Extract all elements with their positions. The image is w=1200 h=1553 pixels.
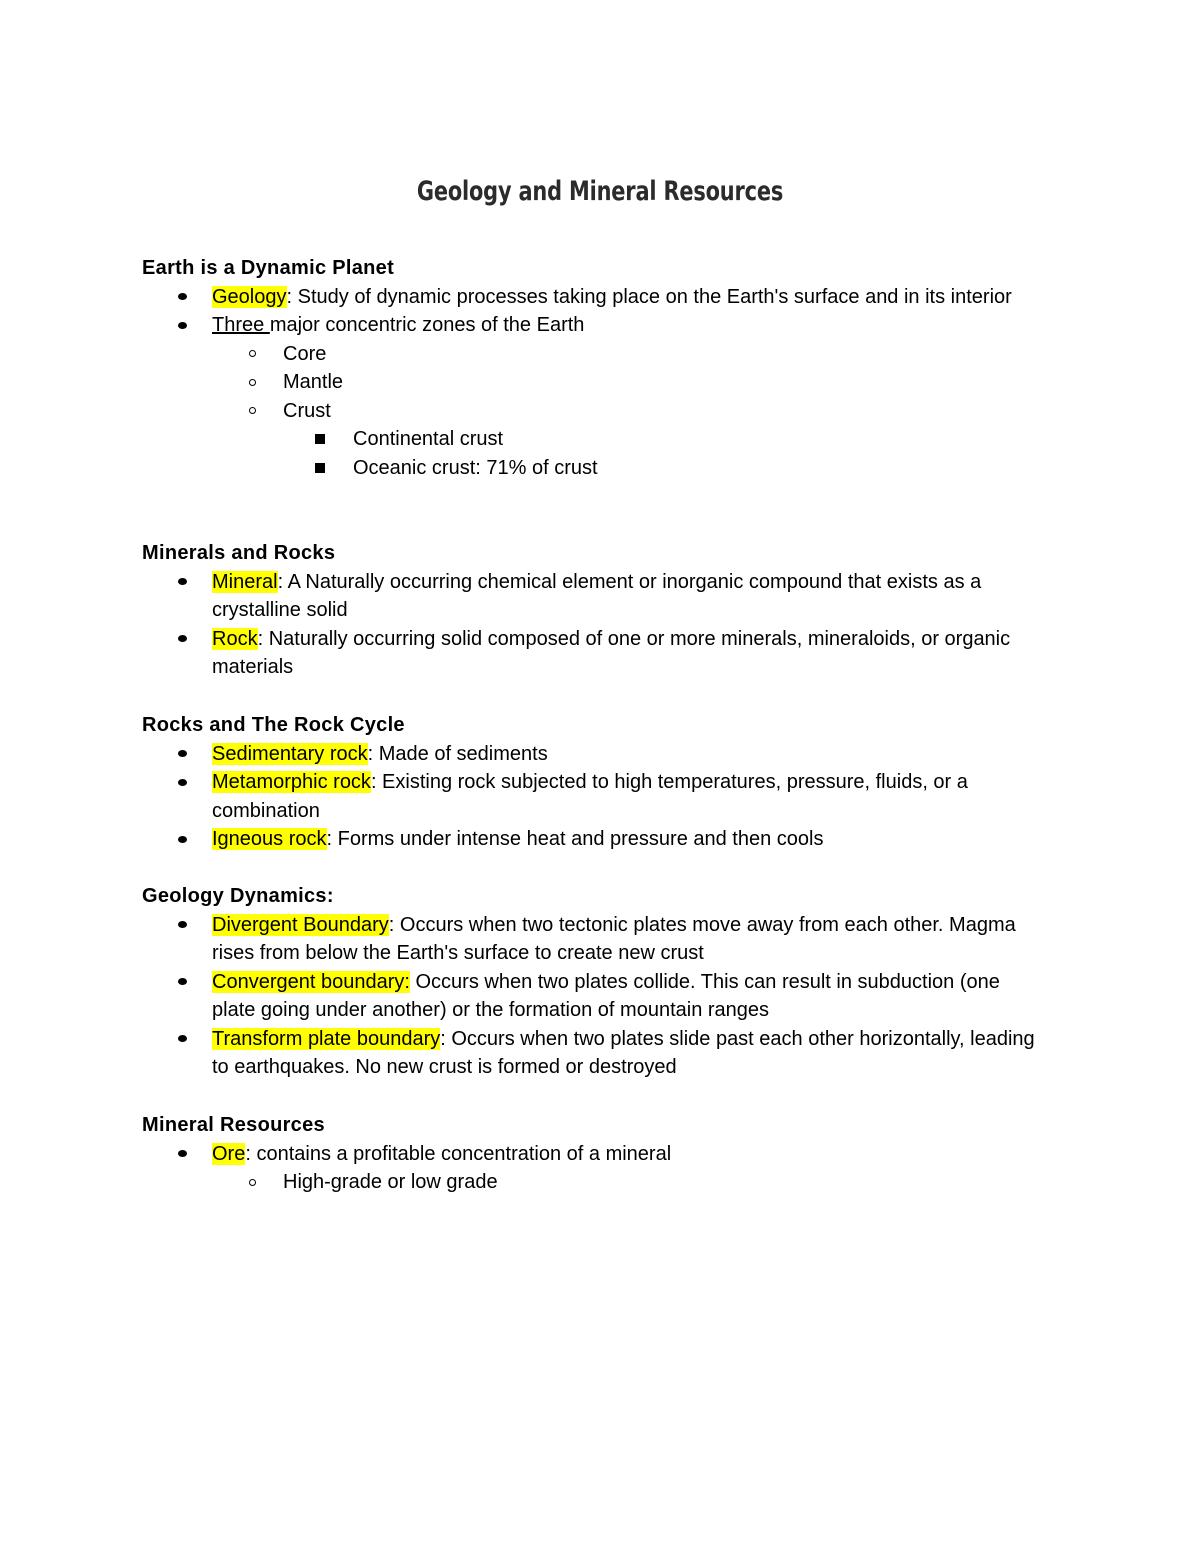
bullet-circle-icon	[249, 368, 256, 397]
bullet-dot-icon	[178, 768, 187, 797]
highlighted-term: Sedimentary rock	[212, 742, 368, 765]
bullet-dot-icon	[178, 311, 187, 340]
list-item	[142, 397, 1102, 426]
bullet-dot-icon	[178, 825, 187, 854]
list-item	[142, 283, 1048, 312]
section-heading: Earth is a Dynamic Planet	[142, 257, 395, 279]
highlighted-term: Metamorphic rock	[212, 771, 371, 793]
item-text: : A Naturally occurring chemical element or inorganic compound that exists as a crystalline solid	[212, 570, 982, 621]
list-item	[142, 825, 1048, 854]
item-text: High-grade or low grade	[283, 1171, 498, 1193]
highlighted-term: Ore	[212, 1142, 246, 1165]
item-text: : Made of sediments	[367, 742, 548, 765]
item-text: Occurs when two plates collide. This can result in subduction (one plate going under another) or the formation of mountain ranges	[212, 970, 1000, 1021]
item-text: : contains a profitable concentration of a mineral	[245, 1142, 672, 1165]
bullet-circle-icon	[249, 1168, 256, 1197]
list-item	[142, 311, 1048, 340]
underlined-term: Three	[212, 314, 270, 336]
bullet-dot-icon	[178, 625, 187, 654]
bullet-dot-icon	[178, 911, 187, 940]
highlighted-term: Rock	[212, 627, 258, 650]
item-text: : Occurs when two tectonic plates move away from each other. Magma rises from below the Earth's surface to create new crust	[212, 913, 1016, 964]
item-text: Continental crust	[353, 428, 504, 450]
list-item	[142, 768, 1048, 825]
bullet-dot-icon	[178, 568, 187, 597]
bullet-square-icon	[315, 454, 325, 483]
list-item	[142, 1168, 1102, 1197]
list-item	[142, 454, 1102, 483]
list-item	[142, 1140, 1048, 1169]
list-item	[142, 968, 1048, 1025]
list-item	[142, 425, 1102, 454]
list-item	[142, 568, 1048, 625]
highlighted-term: Geology	[212, 285, 287, 308]
document-title: Geology and Mineral Resources	[416, 176, 784, 207]
bullet-dot-icon	[178, 740, 187, 769]
bullet-dot-icon	[178, 968, 187, 997]
list-item	[142, 911, 1048, 968]
section-geology-dynamics	[142, 882, 1102, 1082]
item-text: Oceanic crust: 71% of crust	[353, 456, 598, 479]
item-text: Crust	[283, 399, 331, 422]
item-text: Core	[283, 342, 327, 365]
section-rock-cycle	[142, 711, 1102, 854]
highlighted-term: Transform plate boundary	[212, 1027, 441, 1050]
section-earth-dynamic-planet	[142, 254, 1102, 482]
item-text: : Existing rock subjected to high temperatures, pressure, fluids, or a combination	[212, 771, 968, 822]
highlighted-term: Igneous rock	[212, 828, 327, 850]
section-heading: Minerals and Rocks	[142, 542, 336, 564]
item-text: : Forms under intense heat and pressure and then cools	[326, 828, 824, 850]
highlighted-term: Convergent boundary:	[212, 970, 410, 993]
bullet-circle-icon	[249, 340, 256, 369]
highlighted-term: Divergent Boundary	[212, 913, 389, 936]
list-item	[142, 1025, 1048, 1082]
item-text: : Naturally occurring solid composed of one or more minerals, mineraloids, or organic materials	[212, 627, 1011, 678]
bullet-dot-icon	[178, 283, 187, 312]
item-text: Mantle	[283, 371, 344, 393]
list-item	[142, 740, 1048, 769]
section-heading: Mineral Resources	[142, 1114, 325, 1136]
item-text: major concentric zones of the Earth	[269, 314, 585, 336]
section-heading: Rocks and The Rock Cycle	[142, 714, 405, 736]
list-item	[142, 625, 1048, 682]
bullet-square-icon	[315, 425, 325, 454]
item-text: : Occurs when two plates slide past each other horizontally, leading to earthquakes. No new crust is formed or destroyed	[212, 1027, 1035, 1078]
bullet-circle-icon	[249, 397, 256, 426]
section-heading: Geology Dynamics:	[142, 885, 334, 907]
list-item	[142, 368, 1102, 397]
item-text: : Study of dynamic processes taking place on the Earth's surface and in its interior	[286, 285, 1012, 308]
list-item	[142, 340, 1102, 369]
section-minerals-and-rocks	[142, 539, 1102, 682]
bullet-dot-icon	[178, 1025, 187, 1054]
section-mineral-resources	[142, 1111, 1102, 1197]
highlighted-term: Mineral	[212, 570, 278, 593]
bullet-dot-icon	[178, 1140, 187, 1169]
